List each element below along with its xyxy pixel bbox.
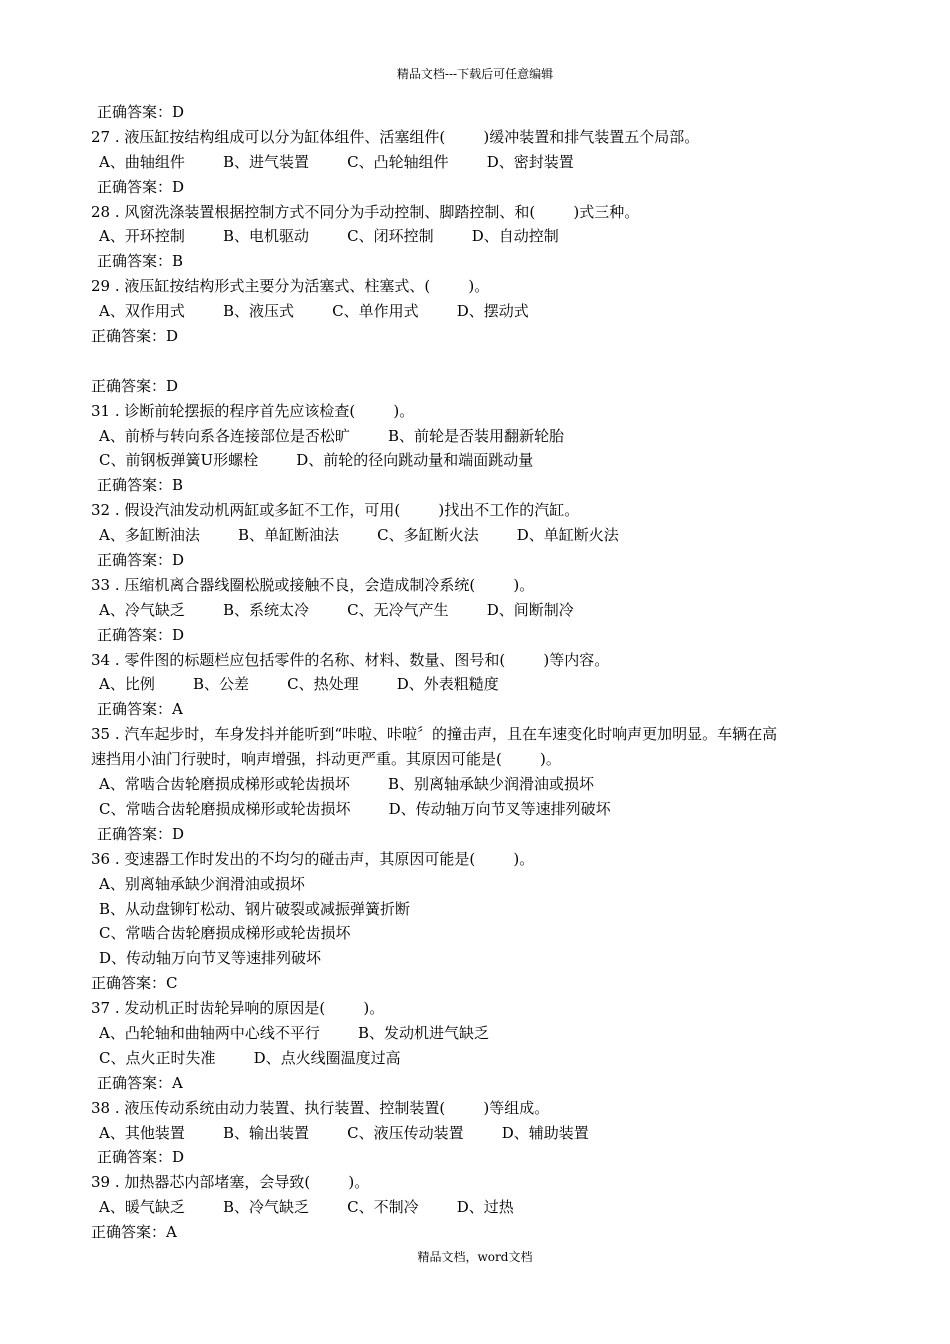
question-line: 32 . 假设汽油发动机两缸或多缸不工作，可用( )找出不工作的汽缸。	[91, 501, 580, 520]
answer-line: 正确答案：B	[97, 252, 184, 271]
options-line: C、前钢板弹簧U形螺栓 D、前轮的径向跳动量和端面跳动量	[99, 451, 534, 470]
options-line: A、其他装置 B、输出装置 C、液压传动装置 D、辅助装置	[99, 1123, 589, 1142]
answer-line: 正确答案：C	[91, 974, 178, 993]
text-line: 速挡用小油门行驶时，响声增强，抖动更严重。其原因可能是( )。	[91, 750, 561, 769]
question-line: 33 . 压缩机离合器线圈松脱或接触不良，会造成制冷系统( )。	[91, 575, 535, 594]
question-line: 29 . 液压缸按结构形式主要分为活塞式、柱塞式、( )。	[91, 277, 490, 296]
question-line: 37 . 发动机正时齿轮异响的原因是( )。	[91, 999, 385, 1018]
question-line: 36 . 变速器工作时发出的不均匀的碰击声，其原因可能是( )。	[91, 849, 535, 868]
question-line: 31 . 诊断前轮摆振的程序首先应该检查( )。	[91, 401, 415, 420]
options-line: C、常啮合齿轮磨损成梯形或轮齿损坏	[99, 924, 351, 943]
page-footer: 精品文档，word文档	[417, 1250, 533, 1264]
options-line: D、传动轴万向节叉等速排列破坏	[99, 949, 322, 968]
question-line: 28 . 风窗洗涤装置根据控制方式不同分为手动控制、脚踏控制、和( )式三种。	[91, 202, 640, 221]
options-line: A、常啮合齿轮磨损成梯形或轮齿损坏 B、别离轴承缺少润滑油或损坏	[99, 775, 595, 794]
options-line: A、别离轴承缺少润滑油或损坏	[99, 874, 305, 893]
options-line: A、开环控制 B、电机驱动 C、闭环控制 D、自动控制	[99, 227, 559, 246]
question-line: 34 . 零件图的标题栏应包括零件的名称、材料、数量、图号和( )等内容。	[91, 650, 610, 669]
options-line: C、常啮合齿轮磨损成梯形或轮齿损坏 D、传动轴万向节叉等速排列破坏	[99, 799, 611, 818]
answer-line: 正确答案：D	[97, 1148, 185, 1167]
options-line: A、凸轮轴和曲轴两中心线不平行 B、发动机进气缺乏	[99, 1023, 490, 1042]
options-line: A、双作用式 B、液压式 C、单作用式 D、摆动式	[99, 302, 529, 321]
answer-line: 正确答案：A	[91, 1223, 177, 1242]
answer-line: 正确答案：A	[97, 700, 183, 719]
question-line: 38 . 液压传动系统由动力装置、执行装置、控制装置( )等组成。	[91, 1098, 550, 1117]
blank-line	[91, 349, 871, 374]
question-line: 39 . 加热器芯内部堵塞，会导致( )。	[91, 1173, 370, 1192]
question-line: 27 . 液压缸按结构组成可以分为缸体组件、活塞组件( )缓冲装置和排气装置五个局部。	[91, 127, 700, 146]
options-line: A、多缸断油法 B、单缸断油法 C、多缸断火法 D、单缸断火法	[99, 526, 619, 545]
answer-line: 正确答案：D	[97, 824, 185, 843]
answer-line: 正确答案：D	[91, 327, 179, 346]
answer-line: 正确答案：B	[97, 476, 184, 495]
question-line: 35 . 汽车起步时，车身发抖并能听到“咔啦、咔啦〞的撞击声，且在车速变化时响声更加明显。车辆在高	[91, 725, 778, 744]
options-line: B、从动盘铆钉松动、钢片破裂或减振弹簧折断	[99, 899, 411, 918]
answer-line: 正确答案：D	[97, 177, 185, 196]
options-line: A、冷气缺乏 B、系统太冷 C、无冷气产生 D、间断制冷	[99, 600, 574, 619]
document-body	[91, 100, 871, 1245]
answer-line: 正确答案：A	[97, 1073, 183, 1092]
options-line: A、比例 B、公差 C、热处理 D、外表粗糙度	[99, 675, 499, 694]
answer-line: 正确答案：D	[97, 103, 185, 121]
answer-line: 正确答案：D	[91, 376, 179, 395]
options-line: C、点火正时失准 D、点火线圈温度过高	[99, 1048, 401, 1067]
answer-line: 正确答案：D	[97, 551, 185, 570]
answer-line: 正确答案：D	[97, 625, 185, 644]
options-line: A、曲轴组件 B、进气装置 C、凸轮轴组件 D、密封装置	[99, 152, 574, 171]
page-header: 精品文档---下载后可任意编辑	[396, 67, 554, 81]
options-line: A、暖气缺乏 B、冷气缺乏 C、不制冷 D、过热	[99, 1198, 514, 1217]
options-line: A、前桥与转向系各连接部位是否松旷 B、前轮是否装用翻新轮胎	[99, 426, 565, 445]
